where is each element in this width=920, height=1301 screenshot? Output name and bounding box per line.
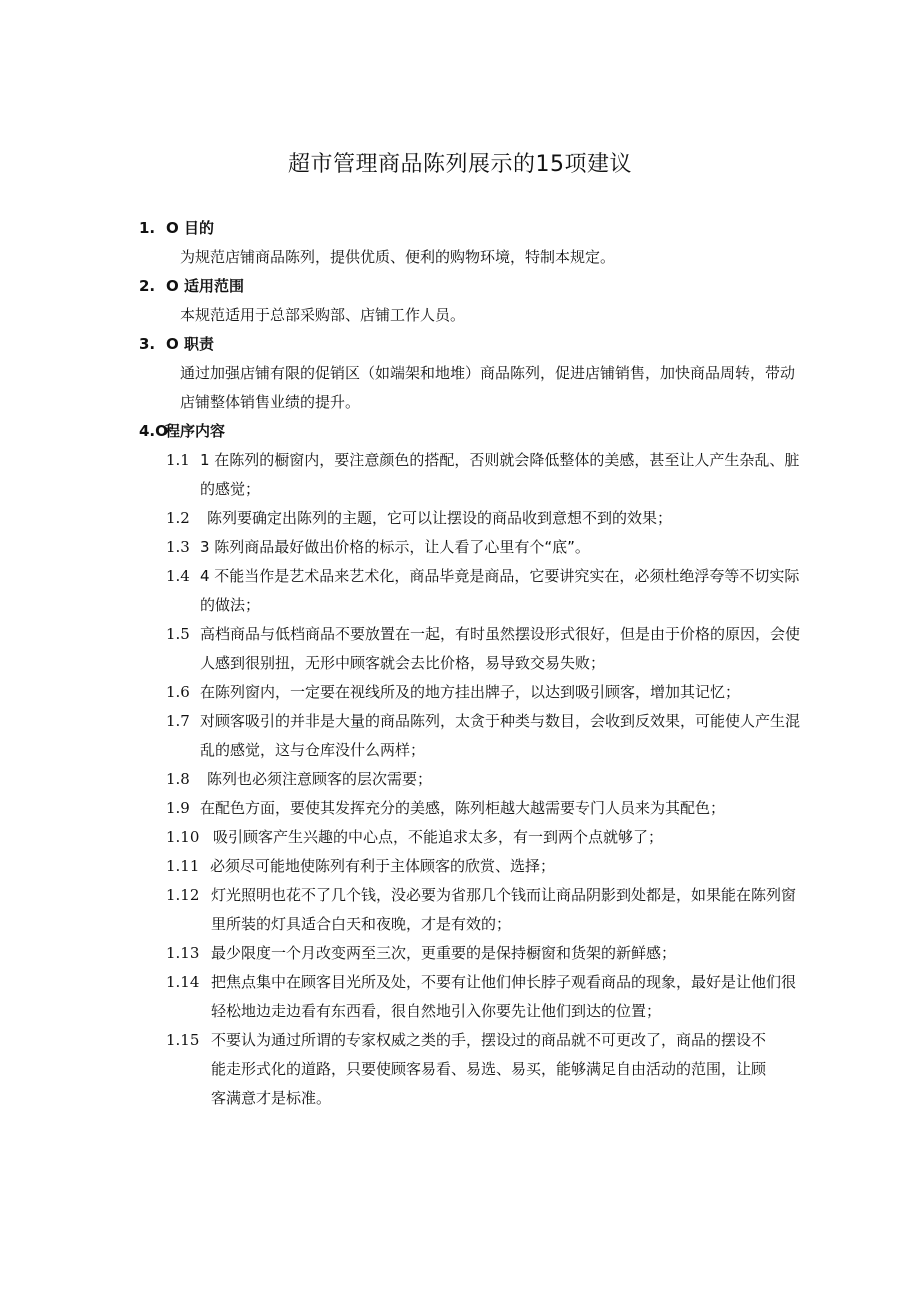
list-item [0,620,920,678]
document-body [0,214,920,1113]
list-item-text: 在陈列窗内，一定要在视线所及的地方挂出牌子，以达到吸引顾客，增加其记忆； [200,683,741,701]
section-paragraph-purpose: 为规范店铺商品陈列，提供优质、便利的购物环境，特制本规定。 [180,248,616,266]
list-item-number: 1.1 [166,451,190,469]
list-item-number: 1.5 [166,625,190,643]
list-item-text: 吸引顾客产生兴趣的中心点，不能追求太多，有一到两个点就够了； [213,828,664,846]
list-item [0,1026,920,1113]
section-paragraph-scope: 本规范适用于总部采购部、店铺工作人员。 [180,306,466,324]
list-item-number: 1.12 [166,886,200,904]
list-item-text: 陈列也必须注意顾客的层次需要； [207,770,433,788]
section-label: O 职责 [166,335,214,353]
list-item [0,678,920,707]
list-item [0,823,920,852]
list-item-text: 灯光照明也花不了几个钱，没必要为省那几个钱而让商品阴影到处都是，如果能在陈列窗里所装的灯具适合白天和夜晚，才是有效的； [211,886,797,933]
list-item [0,562,920,620]
section-paragraph-responsibility: 通过加强店铺有限的促销区（如端架和地堆）商品陈列，促进店铺销售，加快商品周转，带动店铺整体销售业绩的提升。 [180,364,796,411]
list-item-number: 1.2 [166,509,190,527]
section-heading-purpose [0,214,920,243]
list-item [0,765,920,794]
section-label: 程序内容 [165,422,226,440]
list-item-number: 1.13 [166,944,200,962]
list-item-number: 1.8 [166,770,190,788]
section-number: 3. [139,335,156,353]
list-item-text: 陈列要确定出陈列的主题，它可以让摆设的商品收到意想不到的效果； [207,509,673,527]
section-number: 4.O [139,422,168,440]
section-label: O 目的 [166,219,214,237]
list-item [0,968,920,1026]
list-item-number: 1.15 [166,1031,200,1049]
list-item-number: 1.6 [166,683,190,701]
section-heading-scope [0,272,920,301]
list-item-number: 1.7 [166,712,190,730]
list-item-number: 1.10 [166,828,200,846]
list-item [0,504,920,533]
list-item-text: 把焦点集中在顾客目光所及处，不要有让他们伸长脖子观看商品的现象，最好是让他们很轻松地边走边看有东西看，很自然地引入你要先让他们到达的位置； [211,973,797,1020]
section-heading-responsibility [0,330,920,359]
list-item-text: 对顾客吸引的并非是大量的商品陈列，太贪于种类与数目，会收到反效果，可能使人产生混乱的感觉，这与仓库没什么两样； [200,712,801,759]
section-number: 2. [139,277,156,295]
list-item [0,852,920,881]
list-item [0,881,920,939]
list-item-text: 4 不能当作是艺术品来艺术化，商品毕竟是商品，它要讲究实在，必须杜绝浮夸等不切实际的做法； [200,567,800,614]
list-item-number: 1.4 [166,567,190,585]
list-item [0,939,920,968]
list-item-text: 高档商品与低档商品不要放置在一起，有时虽然摆设形式很好，但是由于价格的原因，会使人感到很别扭，无形中顾客就会去比价格，易导致交易失败； [200,625,801,672]
list-item [0,446,920,504]
list-item-number: 1.11 [166,857,200,875]
list-item-text: 不要认为通过所谓的专家权威之类的手，摆设过的商品就不可更改了，商品的摆设不能走形式化的道路，只要使顾客易看、易选、易买，能够满足自由活动的范围，让顾客满意才是标准。 [211,1031,767,1107]
list-item-text: 必须尽可能地使陈列有利于主体顾客的欣赏、选择； [210,857,556,875]
section-heading-procedure [0,417,920,446]
list-item [0,533,920,562]
list-item-text: 最少限度一个月改变两至三次，更重要的是保持橱窗和货架的新鲜感； [211,944,677,962]
list-item [0,794,920,823]
list-item-number: 1.14 [166,973,200,991]
list-item [0,707,920,765]
section-number: 1. [139,219,156,237]
section-label: O 适用范围 [166,277,244,295]
document-title: 超市管理商品陈列展示的15项建议 [288,152,632,177]
list-item-text: 1 在陈列的橱窗内，要注意颜色的搭配，否则就会降低整体的美感，甚至让人产生杂乱、脏的感觉； [200,451,800,498]
list-item-number: 1.9 [166,799,190,817]
list-item-number: 1.3 [166,538,190,556]
list-item-text: 3 陈列商品最好做出价格的标示，让人看了心里有个“底”。 [200,538,590,556]
list-item-text: 在配色方面，要使其发挥充分的美感，陈列柜越大越需要专门人员来为其配色； [200,799,726,817]
